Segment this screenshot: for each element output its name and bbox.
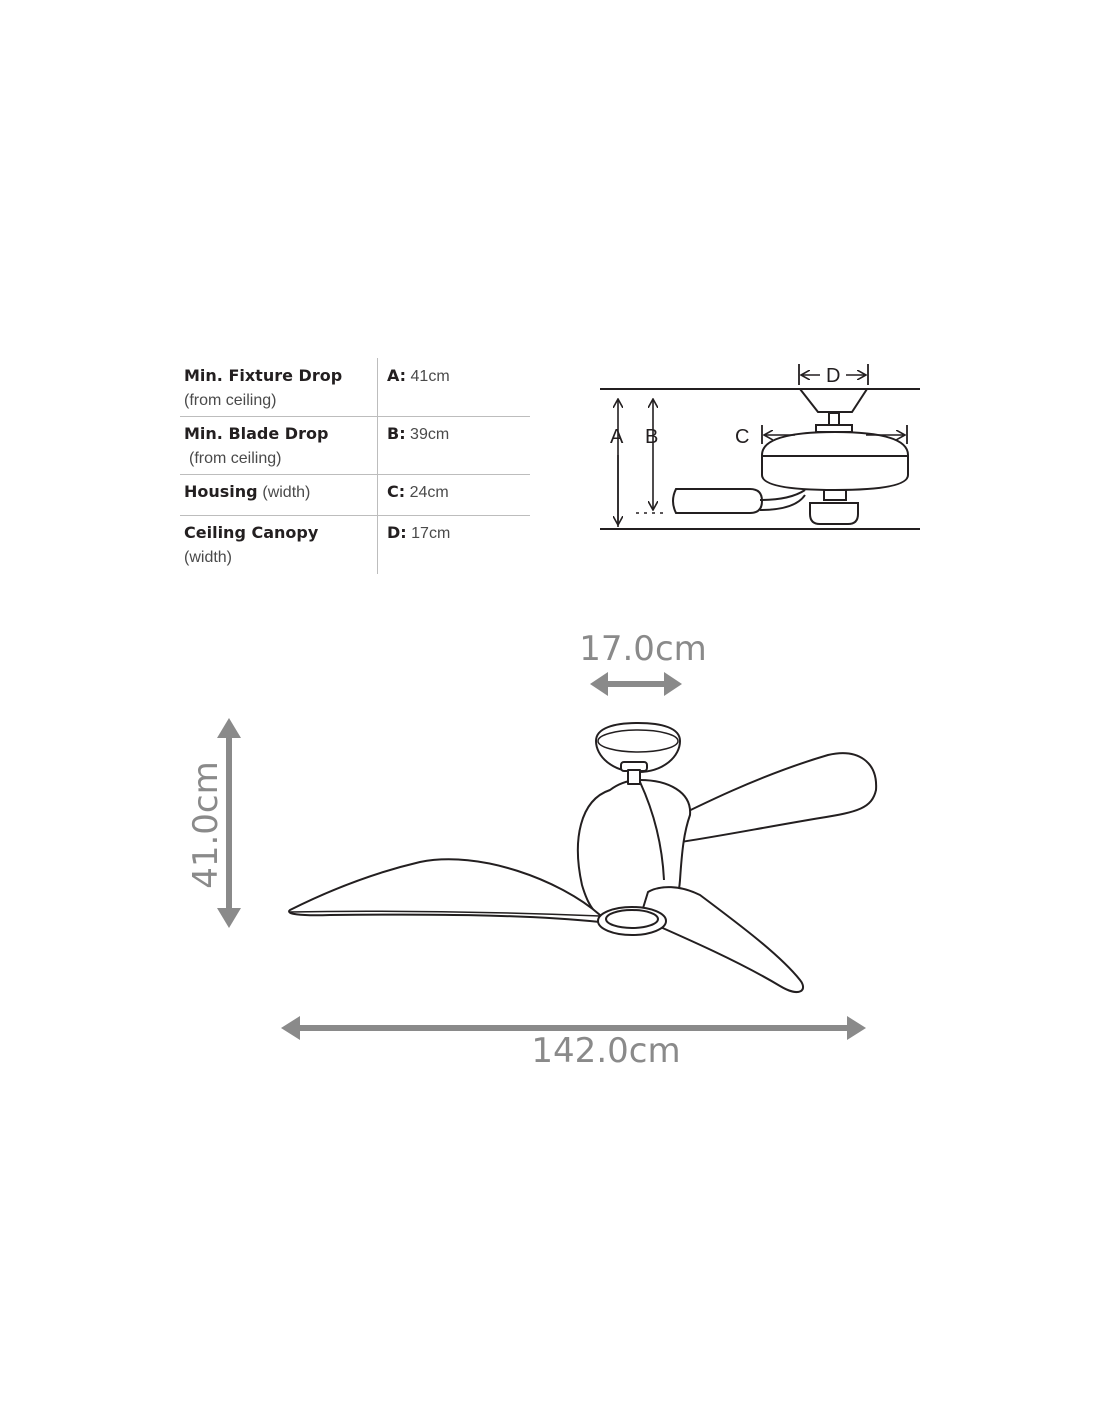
span-arrowhead-left [281,1016,300,1040]
height-dimension-line [226,732,232,914]
schematic-downrod [829,413,839,425]
spec-key: A: [387,366,407,385]
schematic-collar [816,425,852,432]
fan-blade-left [289,859,600,922]
fan-light-lens [606,910,658,928]
spec-name: Housing [184,482,258,501]
spec-key: D: [387,523,407,542]
schematic-light-kit [810,503,858,524]
fan-blade-front [640,887,803,992]
label-b: B [645,426,659,448]
spec-measure: 17cm [411,525,451,542]
spec-note: (from ceiling) [189,450,282,467]
blade-arm [760,490,805,500]
spec-key: C: [387,482,406,501]
span-label: 142.0cm [531,1031,681,1071]
spec-measure: 41cm [410,368,450,385]
spec-note: (width) [184,549,233,566]
light-stem [824,490,846,500]
fan-drawing [289,723,876,992]
spec-name: Min. Fixture Drop [184,366,343,385]
schematic-blade [673,489,762,513]
canopy-arrowhead-left [590,672,608,696]
label-a: A [610,426,624,448]
fan-downrod [628,770,640,784]
label-c: C [735,426,750,448]
canopy-width-label: 17.0cm [579,629,707,669]
spec-note: (width) [262,484,311,501]
spec-note: (from ceiling) [184,392,277,409]
span-arrowhead-right [847,1016,866,1040]
label-d: D [826,365,841,387]
spec-measure: 39cm [410,426,450,443]
schematic-canopy [800,389,867,412]
height-arrowhead-bottom [217,908,241,928]
dimension-arrows [217,672,866,1040]
canopy-arrowhead-right [664,672,682,696]
spec-measure: 24cm [409,484,449,501]
schematic-housing [762,432,908,490]
spec-name: Min. Blade Drop [184,424,329,443]
canopy-dimension-line [603,681,667,687]
spec-key: B: [387,424,406,443]
spec-name: Ceiling Canopy [184,523,319,542]
height-arrowhead-top [217,718,241,738]
height-label: 41.0cm [186,761,226,889]
